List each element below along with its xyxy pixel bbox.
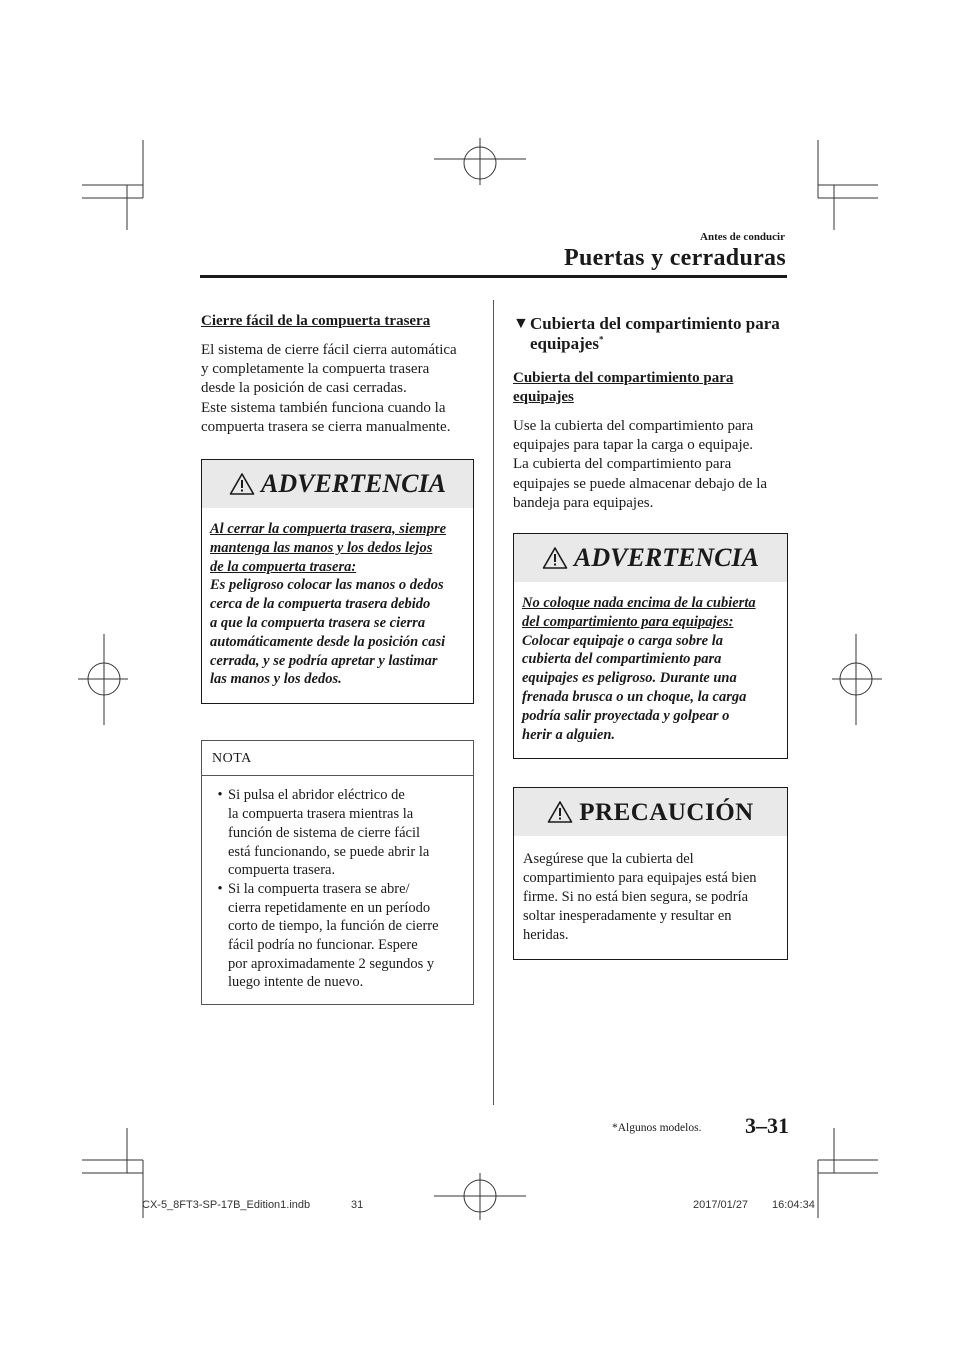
- text-line: y completamente la compuerta trasera: [201, 361, 430, 378]
- text-line: mantenga las manos y los dedos lejos: [210, 539, 433, 556]
- text-line: equipajes: [513, 389, 574, 405]
- text-line: Colocar equipaje o carga sobre la: [522, 632, 723, 649]
- print-time: 16:04:34: [772, 1199, 815, 1211]
- text-line: cierra repetidamente en un período: [228, 899, 431, 916]
- text-line: por aproximadamente 2 segundos y: [228, 955, 435, 972]
- left-column: [201, 312, 474, 1005]
- print-date: 2017/01/27: [693, 1199, 749, 1211]
- text-line: Es peligroso colocar las manos o dedos: [210, 577, 444, 594]
- text-line: cerca de la compuerta trasera debido: [210, 596, 431, 613]
- nota-title: NOTA: [202, 741, 473, 776]
- bullet: •: [217, 880, 223, 897]
- text-line: heridas.: [523, 927, 569, 944]
- text-line: la compuerta trasera mientras la: [228, 806, 414, 823]
- header-rule: [200, 275, 787, 278]
- text-line: Si la compuerta trasera se abre/: [228, 880, 410, 897]
- text-line: fácil podría no funcionar. Espere: [228, 937, 418, 954]
- text-line: función de sistema de cierre fácil: [228, 824, 421, 841]
- text-line: Asegúrese que la cubierta del: [523, 851, 694, 868]
- text-line: compuerta trasera se cierra manualmente.: [201, 418, 451, 435]
- list-item: [212, 880, 463, 992]
- warning-triangle-icon: [542, 546, 568, 570]
- list-item-text: [228, 786, 463, 880]
- text-line: cerrada, y se podría apretar y lastimar: [210, 652, 438, 669]
- caution-body: [514, 836, 787, 959]
- section-marker-icon: ▼: [513, 315, 529, 332]
- warning-body: [514, 582, 787, 758]
- caution-title: PRECAUCIÓN: [579, 798, 754, 826]
- warning-triangle-icon: [229, 472, 255, 496]
- right-column: [513, 312, 788, 960]
- text-line: soltar inesperadamente y resultar en: [523, 908, 732, 925]
- text-line: de la compuerta trasera:: [210, 558, 357, 575]
- text-line: frenada brusca o un choque, la carga: [522, 689, 747, 705]
- section-label: Antes de conducir: [700, 231, 785, 243]
- text-line: Cubierta del compartimiento para: [513, 370, 734, 386]
- text-line: La cubierta del compartimiento para: [513, 456, 732, 473]
- nota-box: [201, 740, 474, 1005]
- text-line: Al cerrar la compuerta trasera, siempre: [210, 521, 447, 538]
- text-line: está funcionando, se puede abrir la: [228, 843, 430, 860]
- text-line: equipajes se puede almacenar debajo de la: [513, 475, 768, 492]
- text-line: automáticamente desde la posición casi: [210, 633, 446, 650]
- warning-body: [202, 508, 473, 703]
- text-line: Use la cubierta del compartimiento para: [513, 418, 754, 434]
- text-line: herir a alguien.: [522, 726, 616, 743]
- section-heading: [513, 314, 788, 354]
- text-line: podría salir proyectada y golpear o: [522, 707, 730, 724]
- page-number: 3–31: [745, 1113, 789, 1138]
- list-item-text: [228, 880, 463, 992]
- text-line: bandeja para equipajes.: [513, 494, 654, 511]
- left-subheading: Cierre fácil de la compuerta trasera: [201, 313, 431, 329]
- warning-title: ADVERTENCIA: [261, 469, 446, 499]
- warning-triangle-icon: [547, 800, 573, 824]
- text-line: equipajes: [530, 334, 599, 353]
- right-paragraph: [513, 417, 788, 513]
- warning-box: [201, 459, 474, 704]
- text-line: compuerta trasera.: [228, 862, 336, 879]
- print-page: 31: [351, 1199, 364, 1211]
- text-line: luego intente de nuevo.: [228, 974, 364, 991]
- text-line: las manos y los dedos.: [210, 671, 342, 688]
- left-paragraph: [201, 341, 474, 437]
- nota-body: [202, 776, 473, 1004]
- text-line: del compartimiento para equipajes:: [522, 613, 734, 630]
- page-title: Puertas y cerraduras: [564, 245, 786, 271]
- text-line: No coloque nada encima de la cubierta: [522, 595, 756, 612]
- footnote-asterisk: *: [598, 334, 604, 345]
- list-item: [212, 786, 463, 880]
- text-line: equipajes es peligroso. Durante una: [522, 670, 737, 687]
- bullet: •: [217, 787, 223, 804]
- text-line: El sistema de cierre fácil cierra automática: [201, 342, 457, 358]
- text-line: compartimiento para equipajes está bien: [523, 870, 757, 887]
- column-divider: [493, 300, 494, 1105]
- text-line: firme. Si no está bien segura, se podría: [523, 889, 749, 906]
- text-line: corto de tiempo, la función de cierre: [228, 918, 439, 935]
- text-line: desde la posición de casi cerradas.: [201, 380, 407, 397]
- warning-title: ADVERTENCIA: [574, 543, 759, 573]
- print-file-name: CX-5_8FT3-SP-17B_Edition1.indb: [142, 1199, 311, 1211]
- section-heading-text: [530, 314, 780, 354]
- caution-box: [513, 787, 788, 960]
- warning-box-header: [514, 534, 787, 582]
- warning-box: [513, 533, 788, 759]
- text-line: cubierta del compartimiento para: [522, 651, 722, 668]
- text-line: equipajes para tapar la carga o equipaje.: [513, 437, 754, 454]
- warning-box-header: [202, 460, 473, 508]
- footnote: *Algunos modelos.: [612, 1122, 702, 1134]
- text-line: Si pulsa el abridor eléctrico de: [228, 787, 405, 804]
- text-line: a que la compuerta trasera se cierra: [210, 615, 426, 631]
- text-line: Este sistema también funciona cuando la: [201, 399, 446, 416]
- caution-box-header: [514, 788, 787, 836]
- text-line: Cubierta del compartimiento para: [530, 314, 780, 333]
- right-subheading: [513, 369, 788, 407]
